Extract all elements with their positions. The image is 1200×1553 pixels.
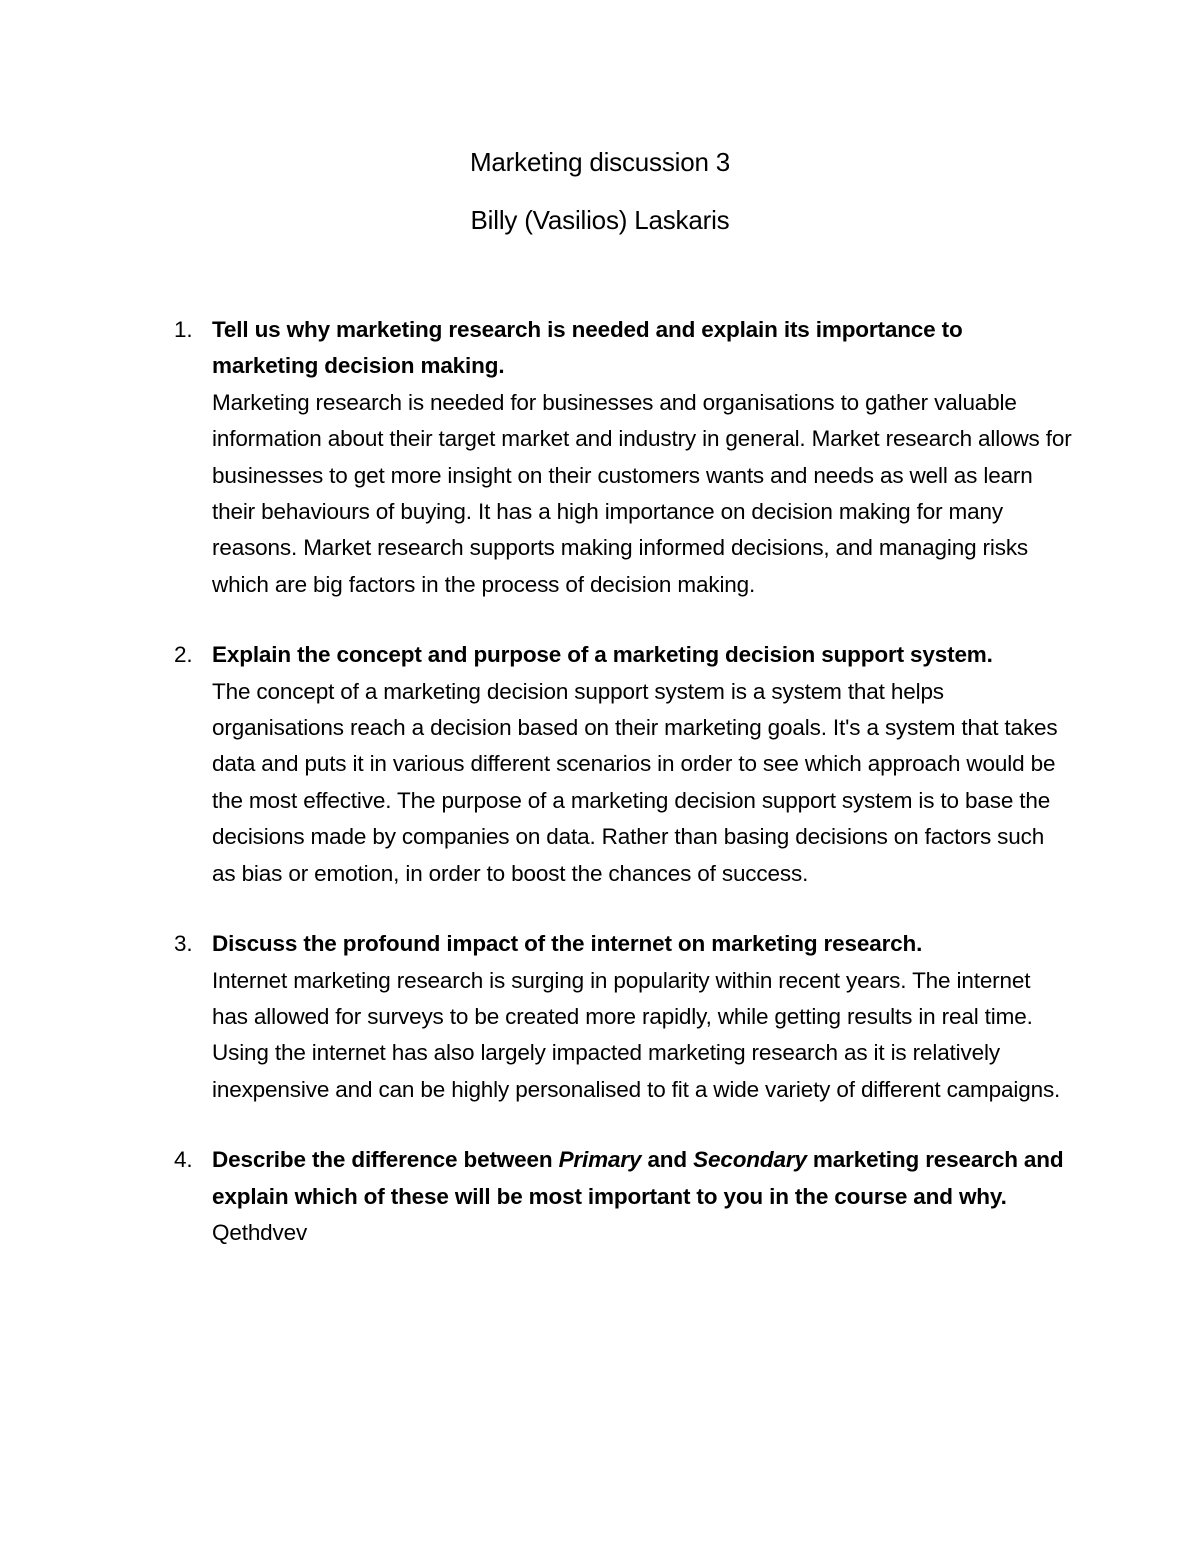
question-answer: Internet marketing research is surging in popularity within recent years. The internet has allowed for surveys to be created more rapidly, while getting results in real time. Using the internet has also largely impacted marketing research as it is relatively inexpensive and can be highly personalised to fit a wide variety of different campaigns.	[212, 967, 1061, 1102]
question-heading	[212, 1142, 1072, 1215]
question-number: 2.	[174, 642, 193, 668]
question-item-4	[0, 1142, 1072, 1251]
question-list	[0, 312, 1200, 1285]
heading-emphasis-primary: Primary	[558, 1147, 642, 1173]
question-item-2	[0, 637, 1072, 892]
document-author: Billy (Vasilios) Laskaris	[470, 205, 730, 235]
heading-text: marketing research and explain which of these will be most important to you in the course and why.	[212, 1147, 1064, 1209]
question-number: 3.	[174, 931, 193, 957]
question-heading: Discuss the profound impact of the internet on marketing research.	[212, 931, 923, 957]
question-answer: Marketing research is needed for businesses and organisations to gather valuable information about their target market and industry in general. Market research allows for businesses to get more insight on their customers wants and needs as well as learn their behaviours of buying. It has a high importance on decision making for many reasons. Market research supports making informed decisions, and managing risks which are big factors in the process of decision making.	[212, 389, 1072, 597]
question-number: 1.	[174, 317, 193, 342]
question-answer: The concept of a marketing decision support system is a system that helps organisations reach a decision based on their marketing goals. It's a system that takes data and puts it in various different scenarios in order to see which approach would be the most effective. The purpose of a marketing decision support system is to base the decisions made by companies on data. Rather than basing decisions on factors such as bias or emotion, in order to boost the chances of success.	[212, 678, 1058, 886]
question-heading: Tell us why marketing research is needed and explain its importance to marketing decision making.	[212, 317, 963, 379]
heading-text: and	[641, 1147, 694, 1173]
document-title: Marketing discussion 3	[469, 147, 731, 177]
question-item-3	[0, 926, 1072, 1108]
question-number: 4.	[174, 1147, 193, 1173]
question-answer: Qethdvev	[212, 1219, 308, 1245]
question-item-1	[0, 312, 1072, 603]
heading-text: Describe the difference between	[212, 1147, 559, 1173]
question-heading: Explain the concept and purpose of a marketing decision support system.	[212, 642, 993, 668]
heading-emphasis-secondary: Secondary	[693, 1147, 807, 1173]
